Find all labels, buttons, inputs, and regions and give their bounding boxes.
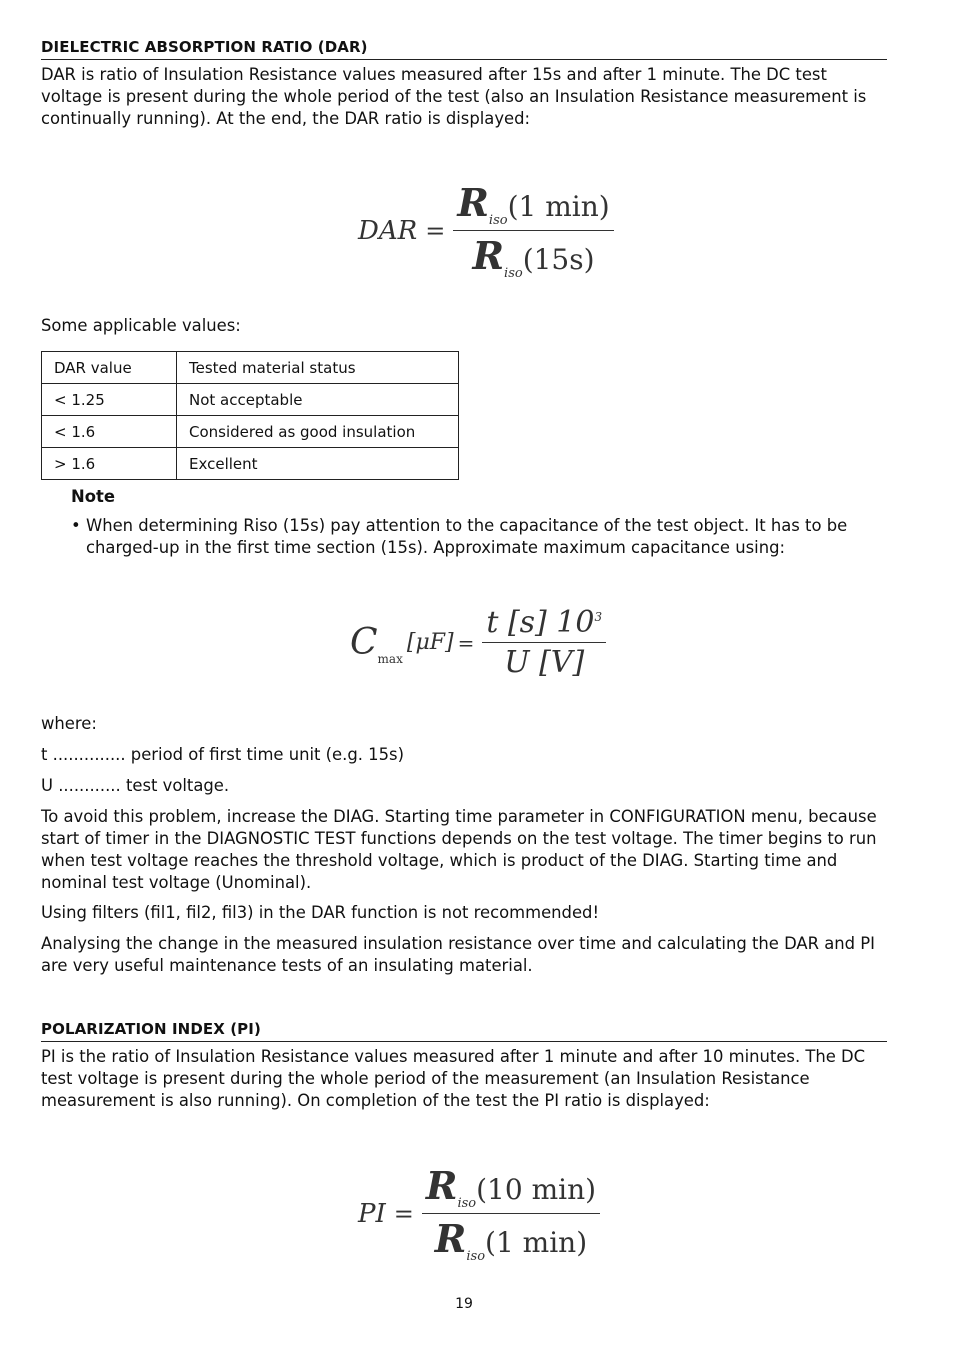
dar-section (41, 38, 887, 130)
cmax-numerator: t [s] $10^3$ (482, 605, 606, 643)
table-row (42, 416, 459, 448)
pi-intro: PI is the ratio of Insulation Resistance values measured after 1 minute and after 10 minutes. The DC test voltage is present during the whole period of the measurement (an Insulation Resistance measurement is also running). On completion of the test the PI ratio is displayed: (41, 1047, 866, 1110)
dar-values-table (41, 351, 459, 480)
cmax-fraction (482, 605, 606, 680)
para-avoid: To avoid this problem, increase the DIAG. Starting time parameter in CONFIGURATION menu, because start of timer in the DIAGNOSTIC TEST functions depends on the test voltage. The timer begins to run when test voltage reaches the threshold voltage, which is product of the DIAG. Starting time and nominal test voltage (Unominal). (41, 807, 877, 892)
values-intro: Some applicable values: (41, 316, 241, 335)
para-filters: Using filters (fil1, fil2, fil3) in the DAR function is not recommended! (41, 903, 600, 922)
table-header-cell: Tested material status (177, 352, 459, 384)
table-cell: < 1.25 (42, 384, 177, 416)
dar-intro: DAR is ratio of Insulation Resistance values measured after 15s and after 1 minute. The DC test voltage is present during the whole period of the test (also an Insulation Resistance measurement is continually running). At the end, the DAR ratio is displayed: (41, 65, 867, 128)
dar-formula (358, 180, 614, 281)
dar-formula-lhs: DAR (358, 215, 418, 246)
cmax-formula (350, 605, 606, 680)
where-u: U ............ test voltage. (41, 776, 230, 795)
table-header-cell: DAR value (42, 352, 177, 384)
cmax-denominator: U [V] (504, 645, 585, 680)
where-label: where: (41, 714, 97, 733)
pi-formula-fraction (422, 1163, 600, 1264)
cmax-lhs-sub: max (377, 652, 403, 666)
table-row (42, 448, 459, 480)
cmax-eq: = (457, 630, 475, 655)
dar-formula-denominator: $R_{iso}(15s)$ (472, 233, 595, 281)
pi-formula-numerator: $R_{iso}(10$ min) (422, 1163, 600, 1214)
table-row (42, 384, 459, 416)
pi-formula-lhs: PI (358, 1198, 386, 1229)
note-bullet-text: When determining Riso (15s) pay attention to the capacitance of the test object. It has to be charged-up in the first time section (15s). Approximate maximum capacitance using: (86, 516, 848, 557)
table-header-row (42, 352, 459, 384)
bullet-icon: • (71, 516, 81, 535)
dar-formula-fraction (453, 180, 613, 281)
pi-formula (358, 1163, 600, 1264)
para-analysing: Analysing the change in the measured insulation resistance over time and calculating the DAR and PI are very useful maintenance tests of an insulating material. (41, 934, 875, 975)
table-cell: Excellent (177, 448, 459, 480)
pi-formula-eq: = (393, 1199, 414, 1228)
dar-formula-numerator: $R_{iso}(1$ min) (453, 180, 613, 231)
table-cell: Considered as good insulation (177, 416, 459, 448)
table-cell: < 1.6 (42, 416, 177, 448)
note-bullet-item (71, 515, 881, 559)
dar-heading: DIELECTRIC ABSORPTION RATIO (DAR) (41, 38, 887, 60)
page-number: 19 (455, 1296, 473, 1312)
table-cell: Not acceptable (177, 384, 459, 416)
cmax-unit: [μF] (406, 630, 454, 655)
pi-heading: POLARIZATION INDEX (PI) (41, 1020, 887, 1042)
table-cell: > 1.6 (42, 448, 177, 480)
pi-formula-denominator: $R_{iso}(1$ min) (434, 1216, 588, 1264)
note-label: Note (71, 487, 115, 506)
cmax-lhs: C (350, 622, 378, 663)
pi-section (41, 1020, 887, 1112)
dar-formula-eq: = (425, 216, 446, 245)
where-t: t .............. period of first time unit (e.g. 15s) (41, 745, 404, 764)
